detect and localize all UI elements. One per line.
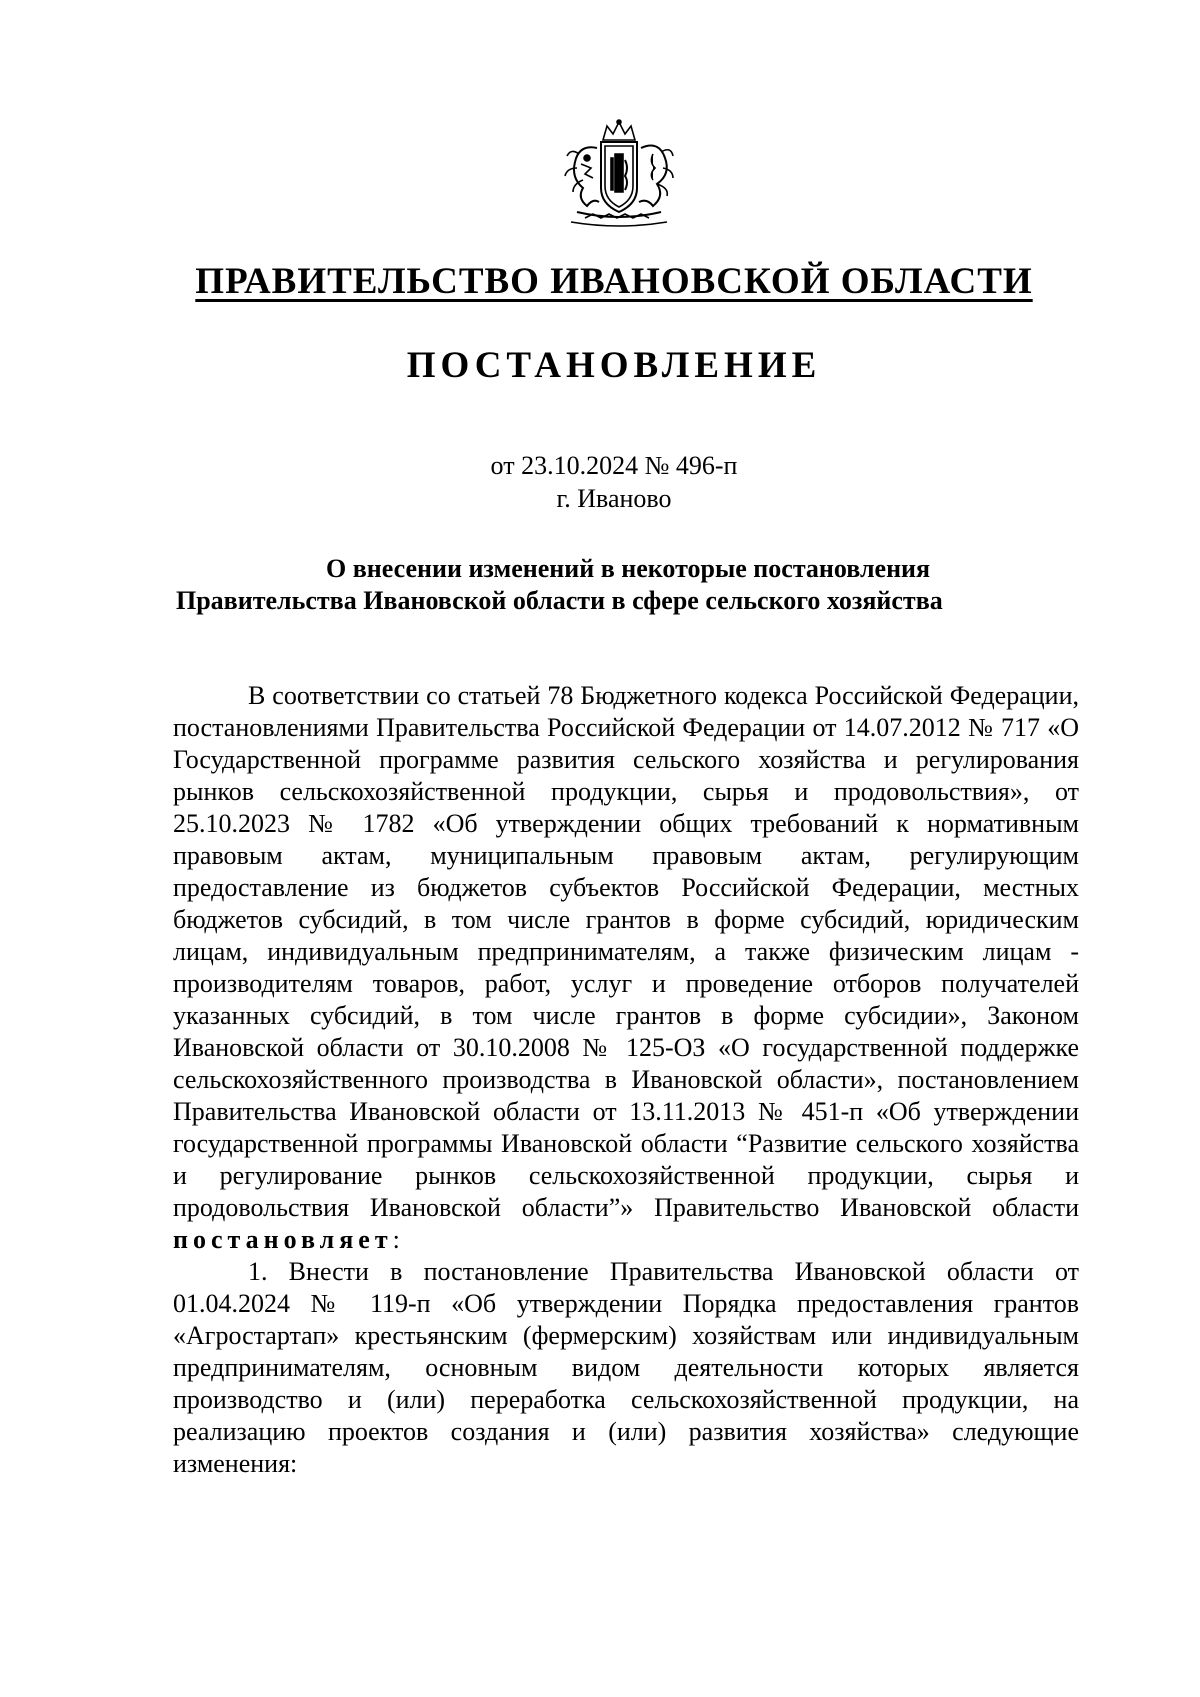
subject-line-2: Правительства Ивановской области в сфере сельского хозяйства <box>176 586 943 615</box>
item-1-paragraph: 1. Внести в постановление Правительства Ивановской области от 01.04.2024 № 119-п «Об утверждении Порядка предоставления грантов «Агростартап» крестьянским (фермерским) хозяйствам или индивидуальным предпринимателям, основным видом деятельности которых является производство и (или) переработка сельскохозяйственной продукции, на реализацию проектов создания и (или) развития хозяйства» следующие изменения: <box>173 1257 1079 1478</box>
preamble-text: В соответствии со статьей 78 Бюджетного кодекса Российской Федерации, постановлениями Правительства Российской Федерации от 14.07.2012 № 717 «О Государственной программе развития сельского хозяйства и регулирования рынков сельскохозяйственной продукции, сырья и продовольствия», от 25.10.2023 № 1782 «Об утверждении общих требований к нормативным правовым актам, муниципальным правовым актам, регулирующим предоставление из бюджетов субъектов Российской Федерации, местных бюджетов субсидий, в том числе грантов в форме субсидий, юридическим лицам, индивидуальным предпринимателям, а также физическим лицам - производителям товаров, работ, услуг и проведение отборов получателей указанных субсидий, в том числе грантов в форме субсидии», Законом Ивановской области от 30.10.2008 № 125-ОЗ «О государственной поддержке сельскохозяйственного производства в Ивановской области», постановлением Правительства Ивановской области от 13.11.2013 № 451-п «Об утверждении государственной программы Ивановской области “Развитие сельского хозяйства и регулирование рынков сельскохозяйственной продукции, сырья и продовольствия Ивановской области”» Правительство Ивановской области <box>173 681 1079 1222</box>
document-date-number: от 23.10.2024 № 496-п <box>490 451 738 480</box>
coat-of-arms-icon <box>557 118 681 228</box>
subject-line-1: О внесении изменений в некоторые постановления <box>326 554 931 583</box>
government-title: ПРАВИТЕЛЬСТВО ИВАНОВСКОЙ ОБЛАСТИ <box>195 261 1033 302</box>
document-type: ПОСТАНОВЛЕНИЕ <box>406 345 822 386</box>
decree-word: постановляет <box>173 1225 393 1254</box>
document-subject <box>176 553 1052 617</box>
document-city: г. Иваново <box>556 484 672 513</box>
preamble-paragraph <box>173 680 1079 1256</box>
document-body <box>173 680 1079 1480</box>
decree-colon: : <box>392 1225 400 1254</box>
